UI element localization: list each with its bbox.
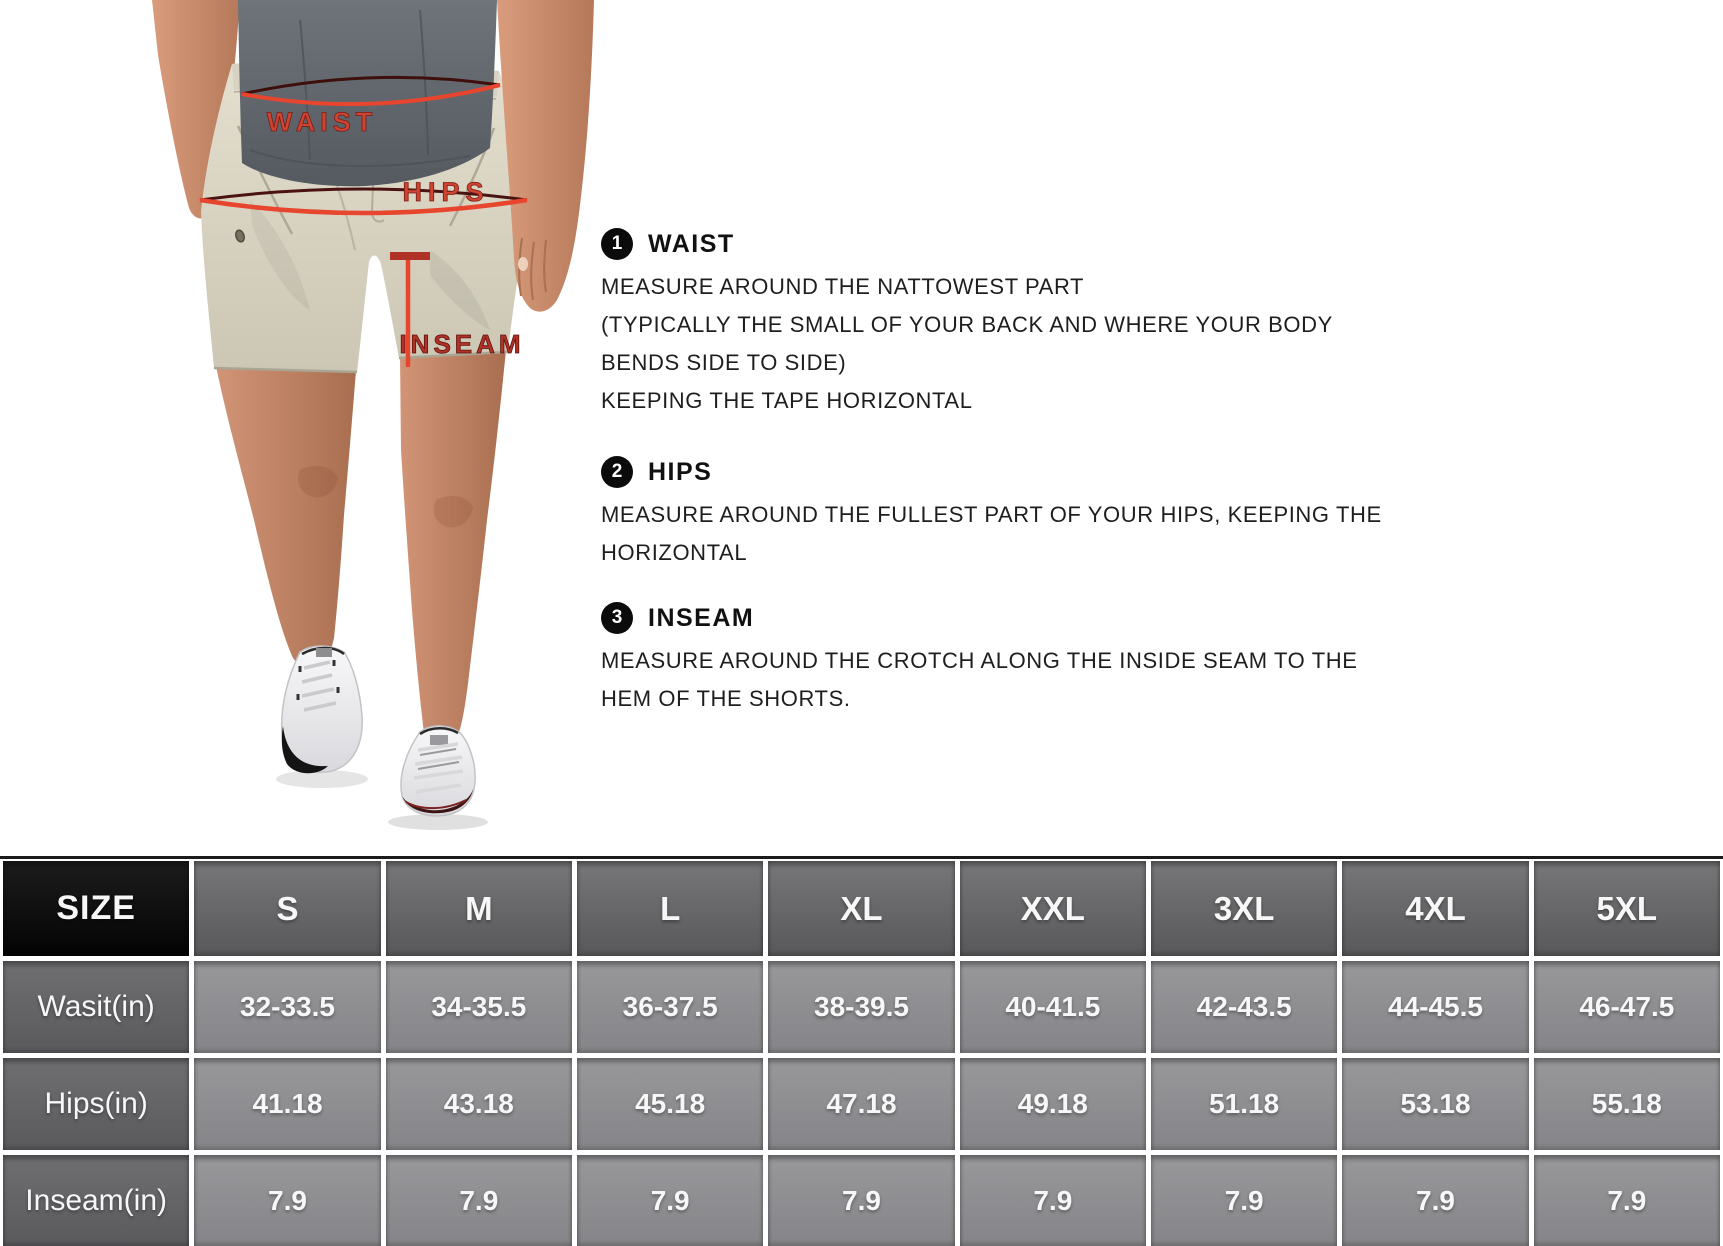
waist-value: 36-37.5 (577, 961, 763, 1053)
col-header-l: L (577, 861, 763, 956)
section-line: MEASURE AROUND THE NATTOWEST PART (601, 274, 1085, 299)
section-body (601, 642, 1391, 718)
row-label-waist: Wasit(in) (3, 961, 189, 1053)
col-header-5xl: 5XL (1534, 861, 1720, 956)
left-shoe (282, 646, 362, 773)
section-title: HIPS (648, 457, 713, 486)
inseam-value: 7.9 (386, 1155, 572, 1246)
hips-value: 47.18 (768, 1058, 954, 1150)
section-line: (TYPICALLY THE SMALL OF YOUR BACK AND WHERE YOUR BODY (601, 312, 1333, 337)
waist-value: 32-33.5 (194, 961, 380, 1053)
row-label-inseam: Inseam(in) (3, 1155, 189, 1246)
waist-value: 42-43.5 (1151, 961, 1337, 1053)
section-head (601, 228, 1391, 260)
section-number-badge (601, 456, 633, 488)
thumb-nail (518, 257, 528, 271)
size-table (0, 856, 1723, 1246)
col-header-m: M (386, 861, 572, 956)
left-shoe-tab (316, 648, 332, 657)
inseam-value: 7.9 (577, 1155, 763, 1246)
hips-value: 45.18 (577, 1058, 763, 1150)
instruction-section-waist (601, 228, 1391, 420)
row-label-hips: Hips(in) (3, 1058, 189, 1150)
section-line: BENDS SIDE TO SIDE) (601, 350, 847, 375)
hips-value: 49.18 (960, 1058, 1146, 1150)
hips-value: 53.18 (1342, 1058, 1528, 1150)
section-body (601, 496, 1391, 572)
instruction-section-hips (601, 456, 1391, 572)
inseam-value: 7.9 (960, 1155, 1146, 1246)
section-number-badge (601, 228, 633, 260)
hips-label: HIPS (402, 177, 490, 207)
hips-value: 43.18 (386, 1058, 572, 1150)
section-title: INSEAM (648, 603, 755, 632)
model-photo (0, 0, 620, 830)
col-header-s: S (194, 861, 380, 956)
section-line: HORIZONTAL (601, 540, 748, 565)
section-head (601, 456, 1391, 488)
waist-value: 44-45.5 (1342, 961, 1528, 1053)
section-head (601, 602, 1391, 634)
section-number-badge (601, 602, 633, 634)
section-line: MEASURE AROUND THE CROTCH ALONG THE INSIDE SEAM TO THE (601, 648, 1358, 673)
section-number: 1 (611, 233, 623, 254)
measurement-instructions (601, 228, 1391, 718)
section-number: 2 (611, 461, 623, 482)
inseam-value: 7.9 (194, 1155, 380, 1246)
hips-value: 51.18 (1151, 1058, 1337, 1150)
left-leg (216, 366, 356, 670)
inseam-value: 7.9 (1534, 1155, 1720, 1246)
size-corner-cell: SIZE (3, 861, 189, 956)
section-line: MEASURE AROUND THE FULLEST PART OF YOUR HIPS, KEEPING THE (601, 502, 1382, 527)
col-header-4xl: 4XL (1342, 861, 1528, 956)
waist-value: 38-39.5 (768, 961, 954, 1053)
inseam-value: 7.9 (1151, 1155, 1337, 1246)
section-number: 3 (611, 607, 623, 628)
inseam-value: 7.9 (1342, 1155, 1528, 1246)
inseam-value: 7.9 (768, 1155, 954, 1246)
col-header-3xl: 3XL (1151, 861, 1337, 956)
waist-value: 46-47.5 (1534, 961, 1720, 1053)
section-line: HEM OF THE SHORTS. (601, 686, 851, 711)
right-shoe (401, 726, 475, 816)
col-header-xxl: XXL (960, 861, 1146, 956)
hips-value: 41.18 (194, 1058, 380, 1150)
waist-value: 40-41.5 (960, 961, 1146, 1053)
right-shoe-tab (430, 735, 448, 745)
section-line: KEEPING THE TAPE HORIZONTAL (601, 388, 973, 413)
right-leg (400, 350, 506, 735)
waist-value: 34-35.5 (386, 961, 572, 1053)
section-title: WAIST (648, 229, 735, 258)
col-header-xl: XL (768, 861, 954, 956)
hips-value: 55.18 (1534, 1058, 1720, 1150)
waist-label: WAIST (266, 107, 378, 137)
instruction-section-inseam (601, 602, 1391, 718)
section-body (601, 268, 1391, 420)
inseam-label: INSEAM (399, 329, 525, 359)
